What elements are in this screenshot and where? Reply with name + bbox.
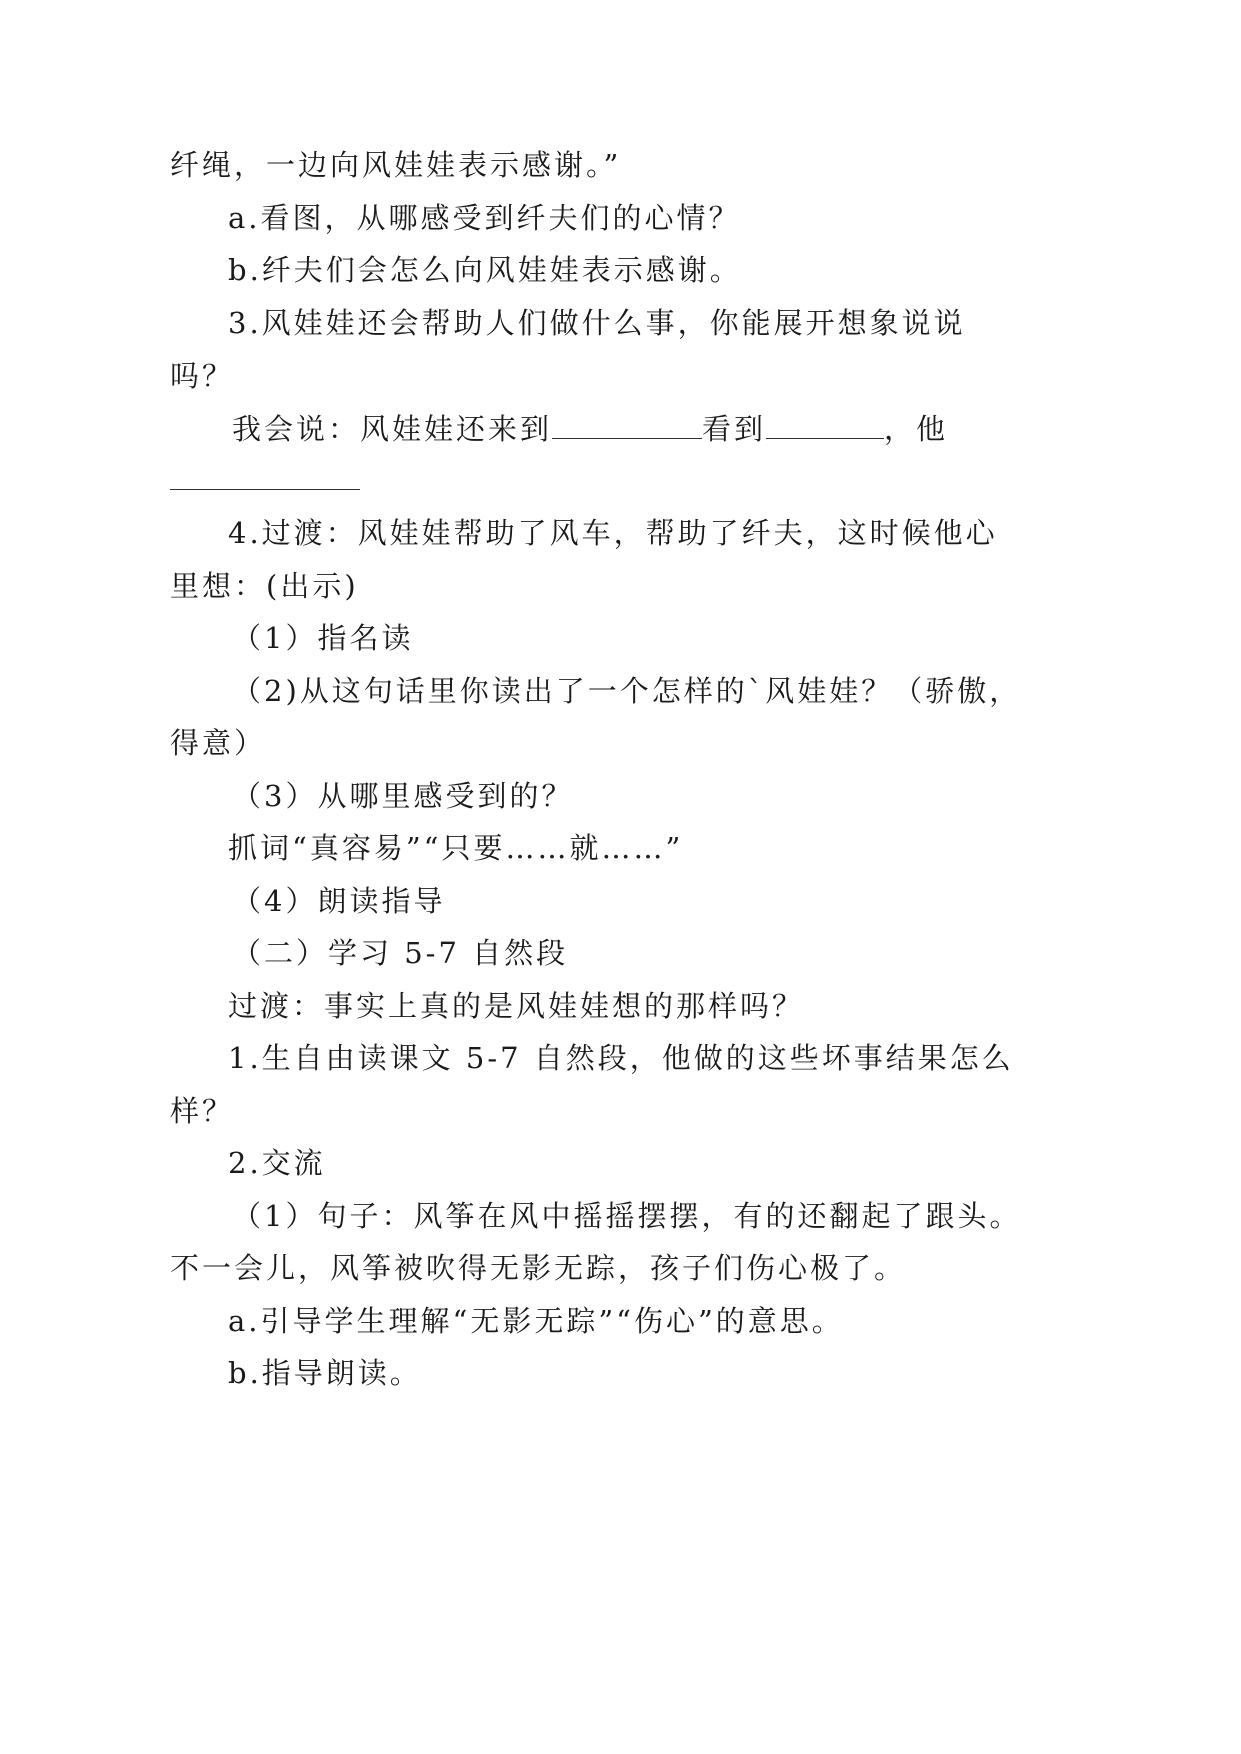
- text-line: （1）指名读: [232, 621, 414, 655]
- text-line: 3.风娃娃还会帮助人们做什么事，你能展开想象说说: [228, 306, 966, 340]
- text-line: a.引导学生理解“无影无踪”“伤心”的意思。: [228, 1304, 844, 1338]
- text-line: （3）从哪里感受到的？: [232, 779, 574, 813]
- text-line: 2.交流: [228, 1146, 326, 1180]
- fill-in-blank-place[interactable]: [552, 408, 702, 439]
- fill-in-text-1: 我会说：风娃娃还来到: [232, 412, 553, 446]
- text-line: 4.过渡：风娃娃帮助了风车，帮助了纤夫，这时候他心: [228, 516, 998, 550]
- text-line: （4）朗读指导: [232, 884, 446, 918]
- section-heading: （二）学习 5-7 自然段: [232, 936, 569, 970]
- text-line: 抓词“真容易”“只要……就……”: [228, 831, 684, 865]
- fill-in-text-2: 看到: [702, 412, 767, 446]
- text-line: 里想：(出示): [170, 569, 359, 603]
- text-line: （1）句子：风筝在风中摇摇摆摆，有的还翻起了跟头。: [232, 1199, 1022, 1233]
- text-line: a.看图，从哪感受到纤夫们的心情？: [228, 201, 741, 235]
- text-line: 不一会儿，风筝被吹得无影无踪，孩子们伤心极了。: [170, 1251, 907, 1285]
- text-line: 过渡：事实上真的是风娃娃想的那样吗？: [228, 989, 805, 1023]
- text-line: 样？: [170, 1094, 235, 1128]
- text-line: 吗？: [170, 359, 235, 393]
- text-line: b.纤夫们会怎么向风娃娃表示感谢。: [228, 253, 742, 287]
- fill-in-blank-sight[interactable]: [766, 408, 884, 439]
- fill-in-sentence: [232, 408, 948, 449]
- fill-in-text-3: ，他: [884, 412, 949, 446]
- text-line: 得意）: [170, 726, 267, 760]
- text-line: 纤绳，一边向风娃娃表示感谢。”: [170, 148, 622, 182]
- fill-in-blank-action[interactable]: [170, 488, 360, 490]
- text-line: 1.生自由读课文 5-7 自然段，他做的这些坏事结果怎么: [228, 1041, 1014, 1075]
- text-line: b.指导朗读。: [228, 1356, 422, 1390]
- text-line: （2)从这句话里你读出了一个怎样的`风娃娃？（骄傲，: [232, 674, 1022, 708]
